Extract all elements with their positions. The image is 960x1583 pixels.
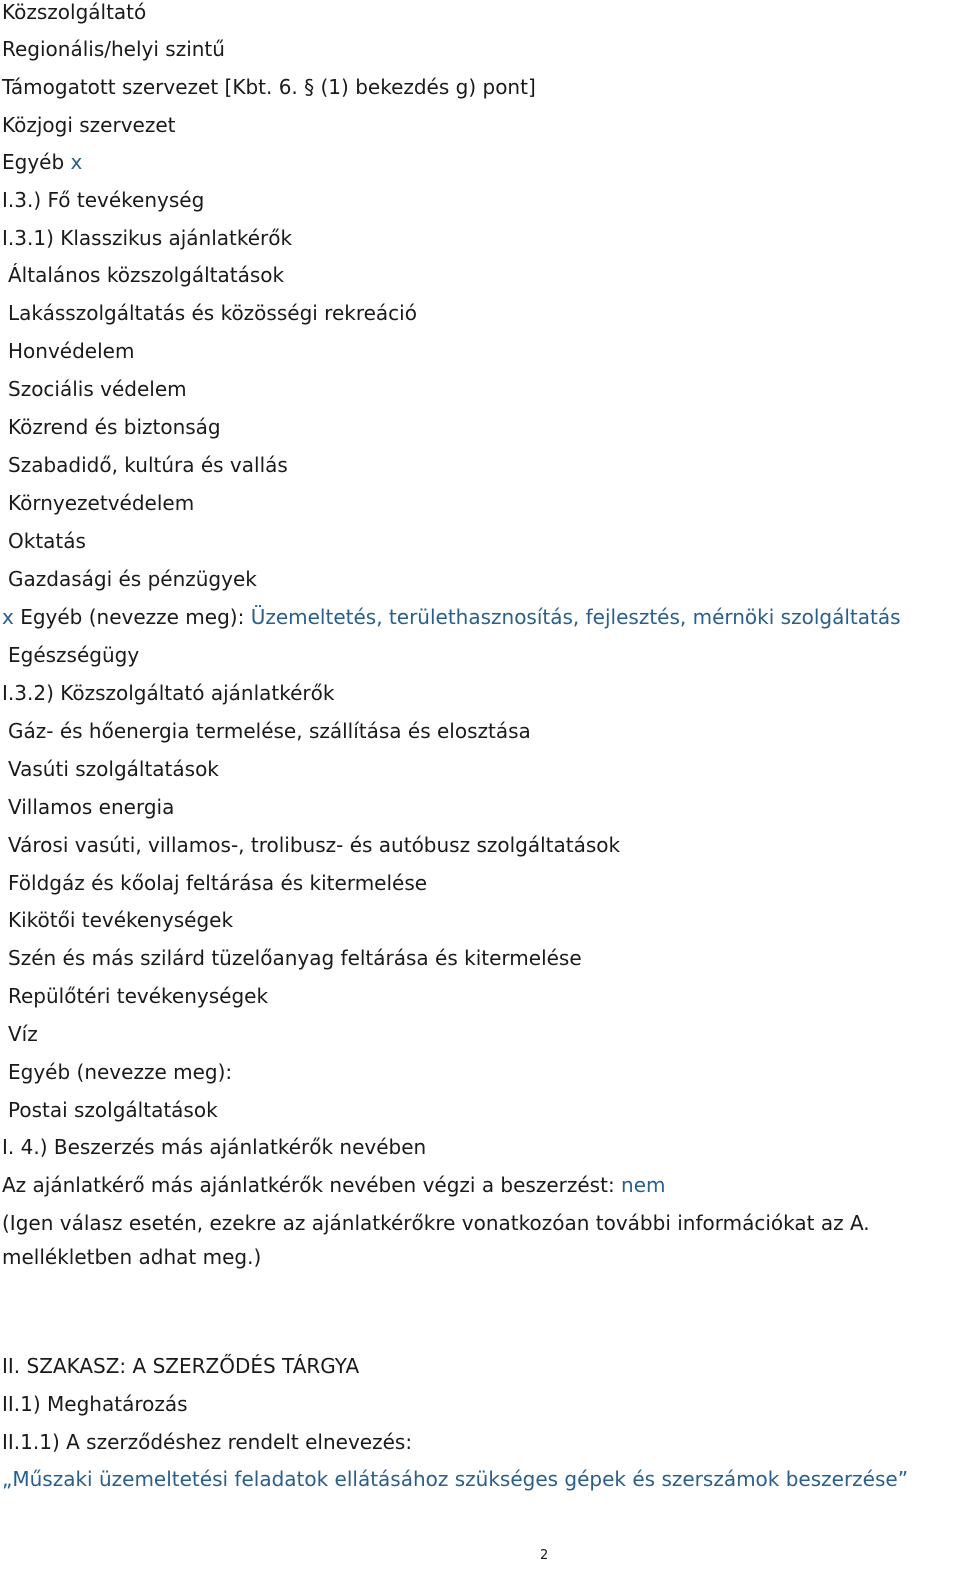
heading-definition: II.1) Meghatározás: [2, 1392, 188, 1416]
classic-item: Honvédelem: [8, 339, 135, 363]
classic-item: Gazdasági és pénzügyek: [8, 567, 257, 591]
heading-classic-contracting: I.3.1) Klasszikus ajánlatkérők: [2, 226, 293, 250]
classic-item: Környezetvédelem: [8, 491, 195, 515]
utility-item: Vasúti szolgáltatások: [8, 757, 219, 781]
utility-item: Városi vasúti, villamos-, trolibusz- és autóbusz szolgáltatások: [8, 833, 621, 857]
utility-item: Kikötői tevékenységek: [8, 908, 234, 932]
utility-item: Egyéb (nevezze meg):: [8, 1060, 233, 1084]
org-type-supported: Támogatott szervezet [Kbt. 6. § (1) bekezdés g) pont]: [2, 75, 536, 99]
classic-other-label: Egyéb (nevezze meg):: [20, 605, 245, 629]
purchase-note-line-1: (Igen válasz esetén, ezekre az ajánlatkérőkre vonatkozóan további információkat az A.: [2, 1211, 870, 1235]
org-type-public-service: Közszolgáltató: [2, 0, 147, 24]
classic-item: Egészségügy: [8, 643, 140, 667]
classic-item: Közrend és biztonság: [8, 415, 221, 439]
utility-item: Földgáz és kőolaj feltárása és kitermelése: [8, 871, 428, 895]
classic-other-value: Üzemeltetés, területhasznosítás, fejlesztés, mérnöki szolgáltatás: [250, 605, 901, 629]
org-type-public-law: Közjogi szervezet: [2, 113, 176, 137]
org-type-other: [2, 150, 82, 174]
classic-item: Lakásszolgáltatás és közösségi rekreáció: [8, 301, 417, 325]
utility-item: Víz: [8, 1022, 38, 1046]
page-number: 2: [540, 1548, 549, 1563]
purchase-question-text: Az ajánlatkérő más ajánlatkérők nevében végzi a beszerzést:: [2, 1173, 615, 1197]
utility-item: Villamos energia: [8, 795, 175, 819]
classic-item: Szociális védelem: [8, 377, 187, 401]
purchase-on-behalf-question: [2, 1173, 666, 1197]
org-type-other-mark: x: [70, 150, 83, 174]
purchase-note-line-2: mellékletben adhat meg.): [2, 1245, 262, 1269]
classic-item: Általános közszolgáltatások: [8, 263, 285, 287]
org-type-other-label: Egyéb: [2, 150, 65, 174]
contract-name-label: II.1.1) A szerződéshez rendelt elnevezés:: [2, 1430, 413, 1454]
utility-item: Gáz- és hőenergia termelése, szállítása és elosztása: [8, 719, 531, 743]
heading-purchase-on-behalf: I. 4.) Beszerzés más ajánlatkérők nevében: [2, 1135, 427, 1159]
org-type-regional: Regionális/helyi szintű: [2, 37, 225, 61]
classic-item-other: [2, 605, 901, 629]
classic-item: Szabadidő, kultúra és vallás: [8, 453, 288, 477]
classic-item: Oktatás: [8, 529, 86, 553]
utility-item: Repülőtéri tevékenységek: [8, 984, 269, 1008]
heading-section-two: II. SZAKASZ: A SZERZŐDÉS TÁRGYA: [2, 1354, 360, 1378]
heading-utility-contracting: I.3.2) Közszolgáltató ajánlatkérők: [2, 681, 335, 705]
contract-name: „Műszaki üzemeltetési feladatok ellátásához szükséges gépek és szerszámok beszerzése”: [2, 1467, 909, 1491]
utility-item: Postai szolgáltatások: [8, 1098, 218, 1122]
classic-other-mark: x: [2, 605, 14, 629]
heading-main-activity: I.3.) Fő tevékenység: [2, 188, 205, 212]
purchase-answer: nem: [621, 1173, 666, 1197]
utility-item: Szén és más szilárd tüzelőanyag feltárása és kitermelése: [8, 946, 582, 970]
